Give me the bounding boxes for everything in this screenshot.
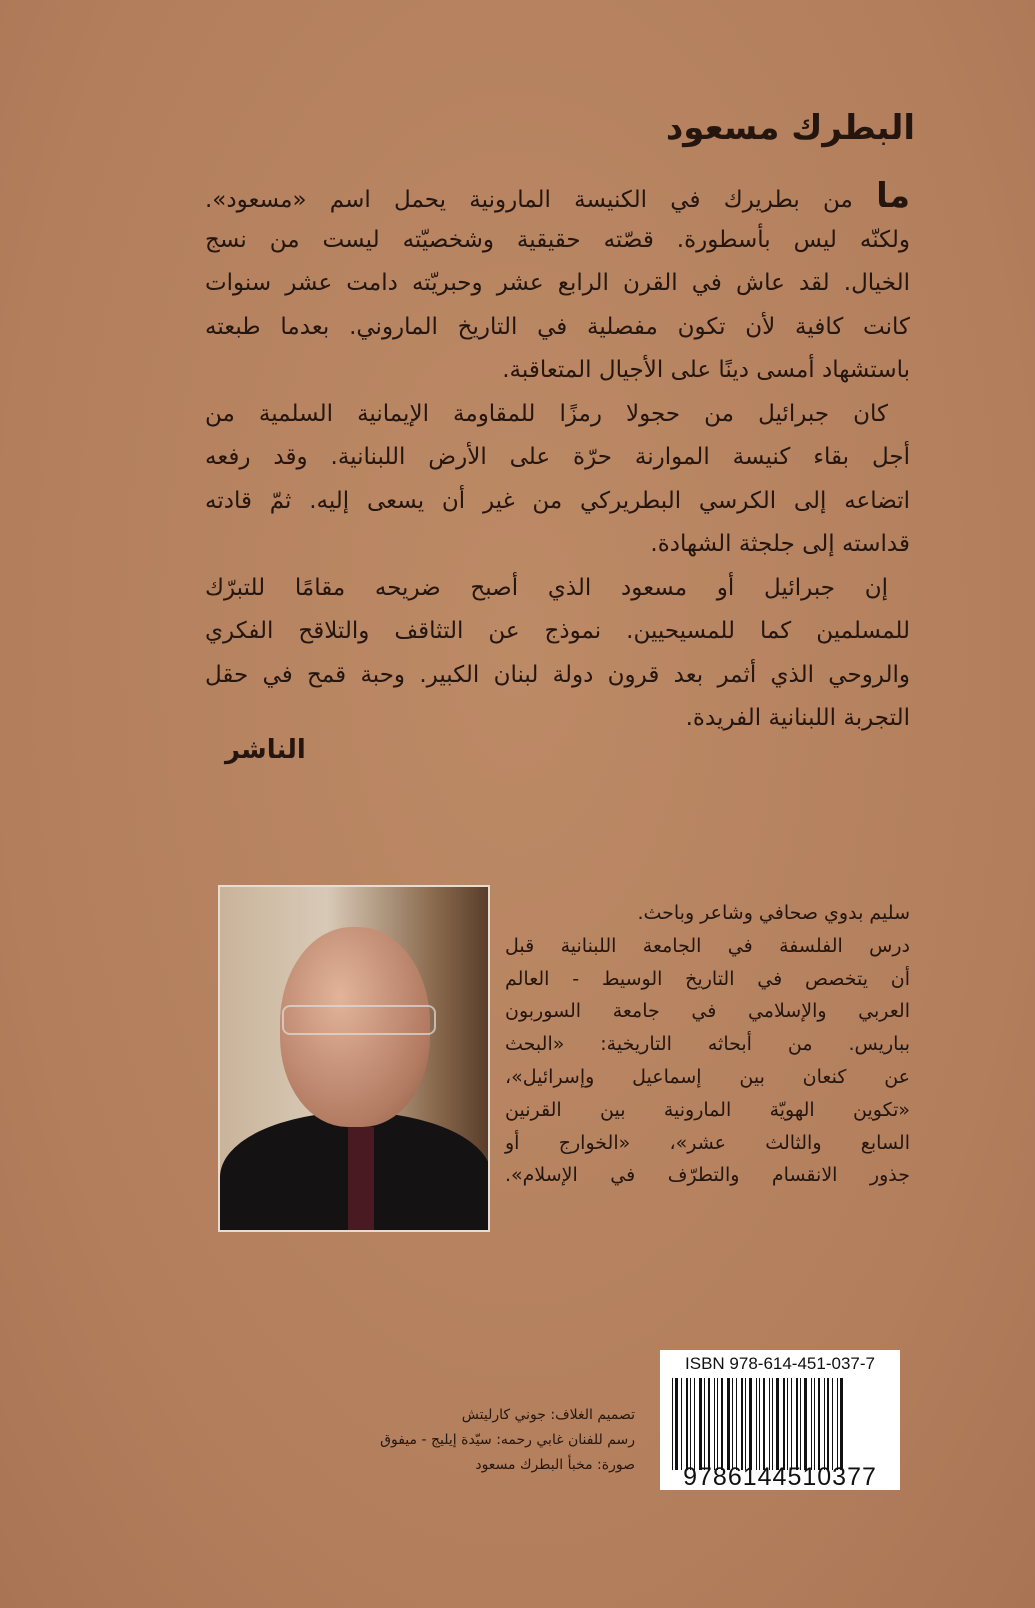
barcode-bar	[791, 1378, 792, 1470]
photo-glasses	[282, 1005, 436, 1035]
blurb-line: كانت كافية لأن تكون مفصلية في التاريخ الماروني. بعدما طبعته	[205, 313, 910, 340]
blurb-line: قداسته إلى جلجثة الشهادة.	[650, 531, 910, 557]
barcode-bar	[800, 1378, 801, 1470]
barcode-bar	[736, 1378, 737, 1470]
barcode-bar	[827, 1378, 829, 1470]
barcode-bar	[732, 1378, 733, 1470]
barcode-bar	[749, 1378, 752, 1470]
bio-line: أن يتخصص في التاريخ الوسيط - العالم	[505, 967, 910, 990]
barcode-bar	[769, 1378, 770, 1470]
book-title: البطرك مسعود	[665, 108, 915, 148]
blurb-line: اتضاعه إلى الكرسي البطريركي من غير أن يسعى إليه. ثمّ قادته	[205, 487, 910, 514]
barcode-bar	[721, 1378, 723, 1470]
blurb-lead-word: ما	[876, 176, 910, 216]
barcode-bar	[787, 1378, 788, 1470]
bio-line: بباريس. من أبحاثه التاريخية: «البحث	[505, 1033, 910, 1056]
barcode-bar	[714, 1378, 715, 1470]
credit-line: رسم للفنان غابي رحمه: سيّدة إيليج - ميفوق	[380, 1432, 635, 1448]
barcode-bar	[783, 1378, 785, 1470]
blurb-line: للمسلمين كما للمسيحيين. نموذج عن التثاقف والتلاقح الفكري	[205, 618, 910, 644]
barcode-bar	[675, 1378, 678, 1470]
barcode-bar	[804, 1378, 807, 1470]
bio-line: سليم بدوي صحافي وشاعر وباحث.	[637, 902, 910, 924]
barcode-bar	[727, 1378, 730, 1470]
isbn-label: ISBN 978-614-451-037-7	[685, 1354, 875, 1373]
blurb-line: ولكنّه ليس بأسطورة. قصّته حقيقية وشخصيّته ليست من نسج	[205, 226, 910, 253]
bio-line: عن كنعان بين إسماعيل وإسرائيل»،	[505, 1065, 910, 1088]
blurb-line: والروحي الذي أثمر بعد قرون دولة لبنان الكبير. وحبة قمح في حقل	[205, 661, 910, 688]
credit-line: تصميم الغلاف: جوني كارليتش	[461, 1407, 635, 1423]
barcode-bar	[837, 1378, 838, 1470]
barcode-bar	[811, 1378, 812, 1470]
blurb-line: باستشهاد أمسى دينًا على الأجيال المتعاقبة.	[502, 357, 910, 383]
photo-tie	[348, 1127, 374, 1232]
blurb-text: من بطريرك في الكنيسة المارونية يحمل اسم «مسعود».	[205, 187, 877, 213]
barcode-bar	[690, 1378, 691, 1470]
barcode-bar	[776, 1378, 779, 1470]
blurb-line: كان جبرائيل من حجولا رمزًا للمقاومة الإيمانية السلمية من	[205, 400, 888, 427]
barcode-bar	[681, 1378, 682, 1470]
publisher-signature: الناشر	[225, 735, 306, 765]
blurb-line: إن جبرائيل أو مسعود الذي أصبح ضريحه مقامًا للتبرّك	[205, 574, 888, 601]
bio-line: العربي والإسلامي في جامعة السوربون	[505, 1000, 910, 1023]
barcode-bar	[704, 1378, 705, 1470]
barcode-bar	[708, 1378, 710, 1470]
barcode-bar	[759, 1378, 760, 1470]
bio-line: السابع والثالث عشر»، «الخوارج أو	[505, 1131, 910, 1154]
barcode-bar	[824, 1378, 825, 1470]
barcode-bar	[672, 1378, 673, 1470]
blurb-line: الخيال. لقد عاش في القرن الرابع عشر وحبريّته دامت عشر سنوات	[205, 270, 910, 296]
barcode-digits: 9786144510377	[683, 1463, 877, 1491]
barcode-bar	[717, 1378, 718, 1470]
barcode-bar	[699, 1378, 702, 1470]
barcode-bar	[814, 1378, 815, 1470]
author-photo	[218, 885, 490, 1232]
barcode-bar	[818, 1378, 820, 1470]
bio-line: جذور الانقسام والتطرّف في الإسلام».	[505, 1164, 910, 1187]
bio-line: درس الفلسفة في الجامعة اللبنانية قبل	[505, 934, 910, 957]
barcode-bar	[756, 1378, 757, 1470]
barcode-bar	[745, 1378, 746, 1470]
blurb-line: التجربة اللبنانية الفريدة.	[685, 705, 910, 731]
barcode-bar	[772, 1378, 773, 1470]
barcode-bar	[840, 1378, 843, 1470]
barcode-bar	[832, 1378, 833, 1470]
credit-line: صورة: مخبأ البطرك مسعود	[475, 1457, 635, 1473]
blurb-line	[205, 175, 910, 219]
barcode-bars	[672, 1378, 892, 1470]
barcode-bar	[686, 1378, 688, 1470]
author-bio	[505, 897, 910, 1192]
bio-line: «تكوين الهويّة المارونية بين القرنين	[505, 1098, 910, 1121]
isbn-barcode	[660, 1350, 900, 1490]
barcode-bar	[694, 1378, 695, 1470]
barcode-bar	[763, 1378, 765, 1470]
barcode-bar	[741, 1378, 743, 1470]
blurb-line: أجل بقاء كنيسة الموارنة حرّة على الأرض اللبنانية. وقد رفعه	[205, 444, 910, 470]
credits	[380, 1403, 635, 1478]
barcode-bar	[796, 1378, 798, 1470]
blurb	[205, 175, 910, 741]
